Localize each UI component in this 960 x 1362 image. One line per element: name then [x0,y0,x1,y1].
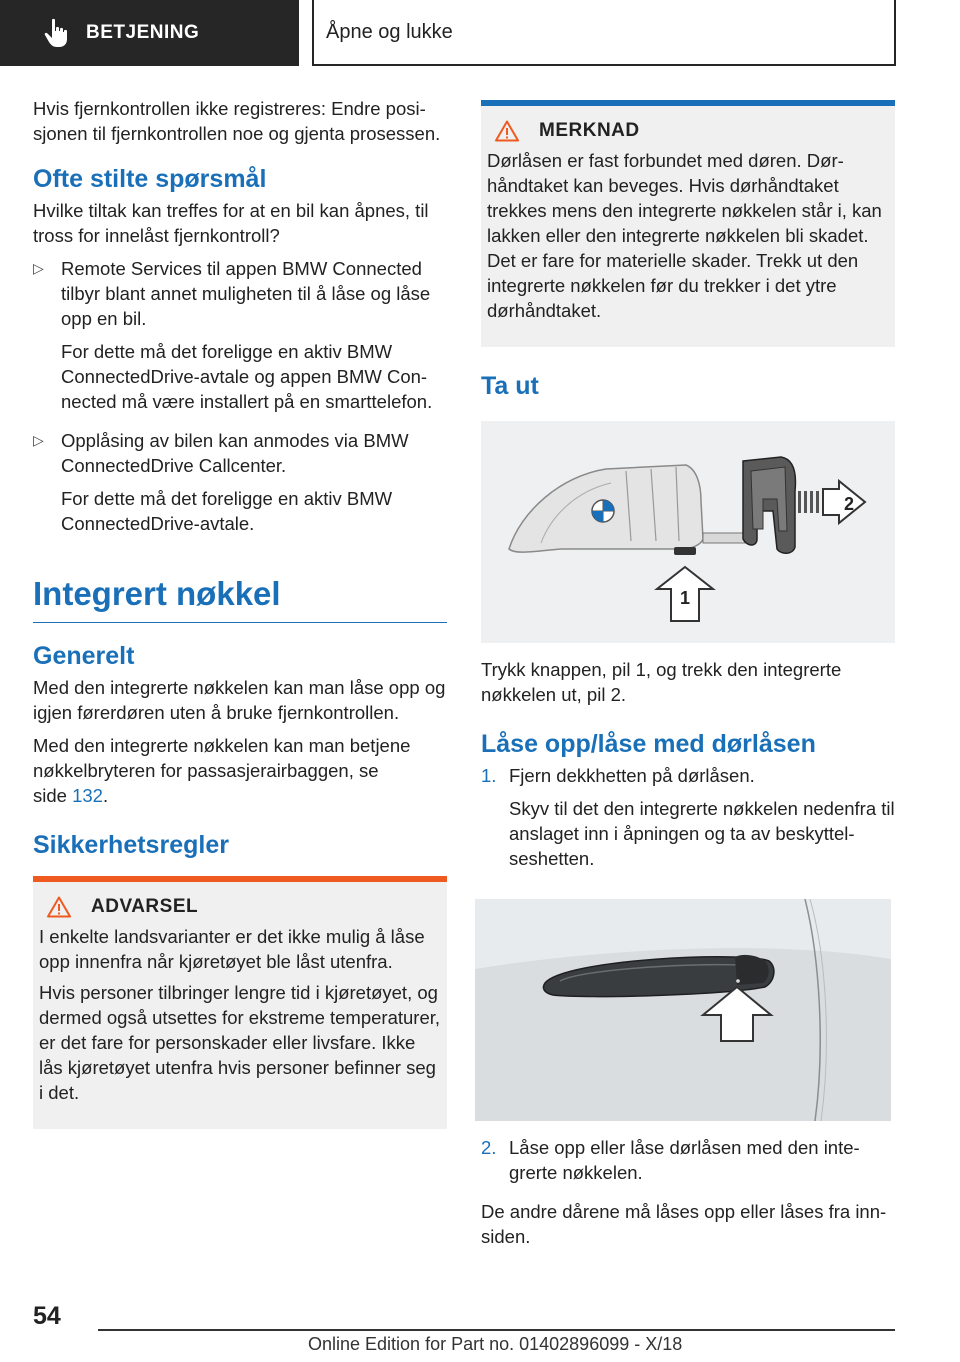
note-paragraph: Dørlåsen er fast forbundet med døren. Dørhåndtaket kan beveges. Hvis dørhåndtaket trekkes mens den integrerte nøkkelen står i, kan lakken eller den integrerte nøkkelen bli skadet. Det er fare for materielle skader. Trekk ut den integrerte nøkkelen før du trekker i det ytre dørhåndtaket. [487,150,882,321]
warning-box [33,876,447,1129]
chapter-tab[interactable] [0,0,299,66]
safety-heading: Sikkerhetsregler [33,831,229,859]
section-title: Åpne og lukke [312,0,896,66]
bullet-extra: For dette må det foreligge en aktiv BMW ConnectedDrive-avtale og appen BMW Connected må være installert på en smarttelefon. [61,341,433,412]
right-column [481,100,895,1257]
general-paragraph-2 [33,733,447,808]
remote-key-drawing [481,421,895,643]
bullet-extra: For dette må det foreligge en aktiv BMW ConnectedDrive-avtale. [61,488,393,534]
warning-triangle-icon [47,896,71,918]
door-handle-drawing [475,899,891,1121]
bullet-text: Opplåsing av bilen kan anmodes via BMW ConnectedDrive Callcenter. [61,430,409,476]
warning-paragraph-2: Hvis personer tilbringer lengre tid i kjøretøyet, og dermed også utsettes for ekstreme temperaturer, er det fare for personskader eller livsfare. Ikke lås kjøretøyet utenfra hvis personer befinner seg i det. [39,982,441,1103]
list-item [33,256,447,422]
general-paragraph-1: Med den integrerte nøkkelen kan man låse opp og igjen førerdøren uten å bruke fjernkontrollen. [33,677,446,723]
intro-paragraph: Hvis fjernkontrollen ikke registreres: Endre posisjonen til fjernkontrollen noe og gjenta prosessen. [33,98,441,144]
page-link[interactable]: 132 [72,785,103,806]
door-handle-illustration [475,899,891,1121]
step-extra: Skyv til det den integrerte nøkkelen nedenfra til anslaget inn i åpningen og ta av beskyttelseshetten. [509,798,895,869]
list-item [481,763,895,879]
footer-divider [98,1329,895,1331]
page-ref-label: side [33,785,67,806]
list-item [481,1135,895,1193]
key-illustration [481,421,895,643]
arrow-label-1: 1 [680,588,691,608]
takeout-paragraph: Trykk knappen, pil 1, og trekk den integrerte nøkkelen ut, pil 2. [481,659,842,705]
page-ref-end: . [102,785,109,806]
chapter-title: BETJENING [86,22,200,43]
triangle-bullet-icon: ▷ [33,260,44,276]
list-item [33,428,447,544]
warning-title: ADVARSEL [91,896,199,917]
faq-question: Hvilke tiltak kan treffes for at en bil kan åpnes, til tross for innelåst fjernkontroll? [33,200,429,246]
main-heading: Integrert nøkkel [33,574,447,623]
step-number: 2. [481,1137,497,1158]
faq-heading: Ofte stilte spørsmål [33,165,267,193]
step-text: Låse opp eller låse dørlåsen med den integrerte nøkkelen. [509,1137,860,1183]
closing-paragraph: De andre dårene må låses opp eller låses fra innsiden. [481,1201,887,1247]
hand-pointer-icon [40,16,74,50]
lock-heading: Låse opp/låse med dørlåsen [481,730,816,758]
general-paragraph-2-text: Med den integrerte nøkkelen kan man betjene nøkkelbryteren for passasjerairbaggen, se [33,735,411,781]
arrow-label-2: 2 [844,494,855,514]
step-text: Fjern dekkhetten på dørlåsen. [509,765,755,786]
step-number: 1. [481,765,497,786]
triangle-bullet-icon: ▷ [33,432,44,448]
bullet-text: Remote Services til appen BMW Connected tilbyr blant annet muligheten til å låse og låse opp en bil. [61,258,431,329]
note-box [481,100,895,347]
left-column [33,96,447,1129]
general-heading: Generelt [33,642,135,670]
takeout-heading: Ta ut [481,372,539,400]
note-title: MERKNAD [539,120,640,141]
warning-paragraph-1: I enkelte landsvarianter er det ikke mulig å låse opp innenfra når kjøretøyet ble låst utenfra. [39,926,425,972]
edition-text: Online Edition for Part no. 01402896099 - X/18 [308,1334,683,1354]
page-number: 54 [33,1302,61,1330]
warning-triangle-icon [495,120,519,142]
